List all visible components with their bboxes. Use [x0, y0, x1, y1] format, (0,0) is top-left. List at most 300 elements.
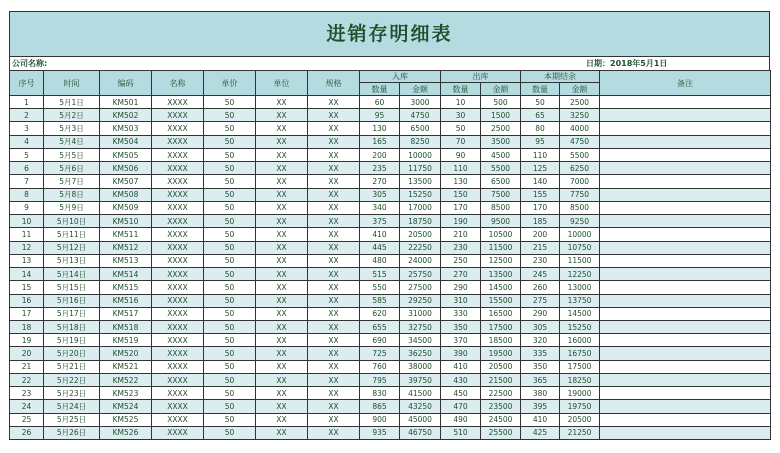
cell-seq[interactable]: 13	[10, 254, 44, 267]
cell-name[interactable]: XXXX	[152, 175, 204, 188]
cell-name[interactable]: XXXX	[152, 241, 204, 254]
cell-out-qty[interactable]: 430	[441, 373, 481, 386]
cell-price[interactable]: 50	[204, 294, 256, 307]
cell-out-amount[interactable]: 500	[481, 96, 521, 109]
cell-balance-amount[interactable]: 15250	[560, 320, 600, 333]
cell-price[interactable]: 50	[204, 281, 256, 294]
cell-balance-amount[interactable]: 12250	[560, 268, 600, 281]
cell-unit[interactable]: XX	[256, 188, 308, 201]
cell-code[interactable]: KM518	[100, 320, 152, 333]
cell-balance-qty[interactable]: 125	[521, 162, 560, 175]
cell-out-qty[interactable]: 370	[441, 334, 481, 347]
cell-seq[interactable]: 12	[10, 241, 44, 254]
cell-spec[interactable]: XX	[308, 122, 360, 135]
cell-out-qty[interactable]: 130	[441, 175, 481, 188]
cell-code[interactable]: KM512	[100, 241, 152, 254]
cell-in-amount[interactable]: 27500	[400, 281, 441, 294]
cell-out-qty[interactable]: 230	[441, 241, 481, 254]
cell-name[interactable]: XXXX	[152, 135, 204, 148]
cell-out-qty[interactable]: 390	[441, 347, 481, 360]
cell-date[interactable]: 5月26日	[44, 426, 100, 439]
cell-name[interactable]: XXXX	[152, 294, 204, 307]
cell-in-qty[interactable]: 725	[360, 347, 400, 360]
cell-date[interactable]: 5月16日	[44, 294, 100, 307]
cell-price[interactable]: 50	[204, 241, 256, 254]
cell-out-amount[interactable]: 6500	[481, 175, 521, 188]
cell-balance-amount[interactable]: 20500	[560, 413, 600, 426]
cell-spec[interactable]: XX	[308, 320, 360, 333]
cell-code[interactable]: KM508	[100, 188, 152, 201]
cell-out-qty[interactable]: 410	[441, 360, 481, 373]
cell-name[interactable]: XXXX	[152, 122, 204, 135]
cell-seq[interactable]: 9	[10, 201, 44, 214]
cell-out-amount[interactable]: 22500	[481, 387, 521, 400]
cell-seq[interactable]: 26	[10, 426, 44, 439]
cell-name[interactable]: XXXX	[152, 387, 204, 400]
cell-out-qty[interactable]: 490	[441, 413, 481, 426]
cell-code[interactable]: KM521	[100, 360, 152, 373]
cell-date[interactable]: 5月25日	[44, 413, 100, 426]
cell-price[interactable]: 50	[204, 387, 256, 400]
cell-unit[interactable]: XX	[256, 162, 308, 175]
cell-in-qty[interactable]: 410	[360, 228, 400, 241]
cell-in-amount[interactable]: 45000	[400, 413, 441, 426]
cell-balance-amount[interactable]: 11500	[560, 254, 600, 267]
cell-date[interactable]: 5月9日	[44, 201, 100, 214]
cell-code[interactable]: KM504	[100, 135, 152, 148]
cell-spec[interactable]: XX	[308, 188, 360, 201]
cell-date[interactable]: 5月21日	[44, 360, 100, 373]
cell-balance-qty[interactable]: 65	[521, 109, 560, 122]
cell-unit[interactable]: XX	[256, 294, 308, 307]
cell-spec[interactable]: XX	[308, 148, 360, 161]
cell-seq[interactable]: 6	[10, 162, 44, 175]
cell-code[interactable]: KM517	[100, 307, 152, 320]
cell-out-qty[interactable]: 510	[441, 426, 481, 439]
cell-balance-amount[interactable]: 21250	[560, 426, 600, 439]
cell-remark[interactable]	[600, 228, 771, 241]
cell-date[interactable]: 5月20日	[44, 347, 100, 360]
cell-price[interactable]: 50	[204, 122, 256, 135]
cell-out-amount[interactable]: 1500	[481, 109, 521, 122]
cell-out-amount[interactable]: 21500	[481, 373, 521, 386]
cell-seq[interactable]: 15	[10, 281, 44, 294]
cell-seq[interactable]: 24	[10, 400, 44, 413]
cell-out-qty[interactable]: 170	[441, 201, 481, 214]
cell-price[interactable]: 50	[204, 426, 256, 439]
cell-date[interactable]: 5月6日	[44, 162, 100, 175]
cell-seq[interactable]: 2	[10, 109, 44, 122]
cell-seq[interactable]: 10	[10, 215, 44, 228]
cell-out-qty[interactable]: 310	[441, 294, 481, 307]
cell-unit[interactable]: XX	[256, 148, 308, 161]
cell-out-amount[interactable]: 3500	[481, 135, 521, 148]
cell-out-amount[interactable]: 5500	[481, 162, 521, 175]
cell-balance-amount[interactable]: 4750	[560, 135, 600, 148]
cell-out-qty[interactable]: 250	[441, 254, 481, 267]
cell-in-qty[interactable]: 550	[360, 281, 400, 294]
cell-in-qty[interactable]: 935	[360, 426, 400, 439]
cell-remark[interactable]	[600, 175, 771, 188]
cell-unit[interactable]: XX	[256, 413, 308, 426]
cell-balance-qty[interactable]: 305	[521, 320, 560, 333]
cell-spec[interactable]: XX	[308, 215, 360, 228]
cell-balance-qty[interactable]: 95	[521, 135, 560, 148]
cell-remark[interactable]	[600, 294, 771, 307]
cell-balance-amount[interactable]: 10000	[560, 228, 600, 241]
cell-remark[interactable]	[600, 201, 771, 214]
cell-in-amount[interactable]: 36250	[400, 347, 441, 360]
cell-in-amount[interactable]: 8250	[400, 135, 441, 148]
cell-out-amount[interactable]: 15500	[481, 294, 521, 307]
cell-date[interactable]: 5月1日	[44, 96, 100, 109]
cell-in-qty[interactable]: 760	[360, 360, 400, 373]
cell-date[interactable]: 5月8日	[44, 188, 100, 201]
cell-unit[interactable]: XX	[256, 268, 308, 281]
cell-balance-qty[interactable]: 275	[521, 294, 560, 307]
cell-out-amount[interactable]: 23500	[481, 400, 521, 413]
cell-code[interactable]: KM523	[100, 387, 152, 400]
cell-unit[interactable]: XX	[256, 201, 308, 214]
cell-in-amount[interactable]: 11750	[400, 162, 441, 175]
cell-price[interactable]: 50	[204, 228, 256, 241]
cell-code[interactable]: KM511	[100, 228, 152, 241]
cell-balance-qty[interactable]: 200	[521, 228, 560, 241]
cell-balance-amount[interactable]: 7750	[560, 188, 600, 201]
cell-name[interactable]: XXXX	[152, 307, 204, 320]
cell-name[interactable]: XXXX	[152, 400, 204, 413]
cell-remark[interactable]	[600, 215, 771, 228]
cell-price[interactable]: 50	[204, 400, 256, 413]
cell-balance-qty[interactable]: 245	[521, 268, 560, 281]
cell-name[interactable]: XXXX	[152, 215, 204, 228]
cell-in-qty[interactable]: 585	[360, 294, 400, 307]
cell-in-qty[interactable]: 620	[360, 307, 400, 320]
cell-code[interactable]: KM503	[100, 122, 152, 135]
cell-remark[interactable]	[600, 347, 771, 360]
cell-code[interactable]: KM505	[100, 148, 152, 161]
cell-balance-amount[interactable]: 5500	[560, 148, 600, 161]
cell-date[interactable]: 5月22日	[44, 373, 100, 386]
cell-balance-amount[interactable]: 4000	[560, 122, 600, 135]
cell-balance-amount[interactable]: 18250	[560, 373, 600, 386]
cell-price[interactable]: 50	[204, 109, 256, 122]
cell-price[interactable]: 50	[204, 347, 256, 360]
cell-code[interactable]: KM525	[100, 413, 152, 426]
cell-in-amount[interactable]: 6500	[400, 122, 441, 135]
cell-name[interactable]: XXXX	[152, 347, 204, 360]
cell-date[interactable]: 5月2日	[44, 109, 100, 122]
cell-code[interactable]: KM513	[100, 254, 152, 267]
cell-seq[interactable]: 4	[10, 135, 44, 148]
cell-unit[interactable]: XX	[256, 109, 308, 122]
cell-remark[interactable]	[600, 400, 771, 413]
cell-remark[interactable]	[600, 387, 771, 400]
cell-date[interactable]: 5月17日	[44, 307, 100, 320]
cell-in-amount[interactable]: 20500	[400, 228, 441, 241]
cell-balance-amount[interactable]: 14500	[560, 307, 600, 320]
cell-balance-amount[interactable]: 3250	[560, 109, 600, 122]
cell-spec[interactable]: XX	[308, 387, 360, 400]
cell-in-amount[interactable]: 15250	[400, 188, 441, 201]
cell-unit[interactable]: XX	[256, 307, 308, 320]
cell-remark[interactable]	[600, 413, 771, 426]
cell-in-amount[interactable]: 29250	[400, 294, 441, 307]
cell-name[interactable]: XXXX	[152, 201, 204, 214]
cell-seq[interactable]: 16	[10, 294, 44, 307]
cell-remark[interactable]	[600, 241, 771, 254]
cell-balance-amount[interactable]: 8500	[560, 201, 600, 214]
cell-seq[interactable]: 23	[10, 387, 44, 400]
cell-remark[interactable]	[600, 334, 771, 347]
cell-spec[interactable]: XX	[308, 162, 360, 175]
cell-spec[interactable]: XX	[308, 175, 360, 188]
cell-code[interactable]: KM514	[100, 268, 152, 281]
cell-name[interactable]: XXXX	[152, 228, 204, 241]
cell-unit[interactable]: XX	[256, 175, 308, 188]
cell-remark[interactable]	[600, 96, 771, 109]
cell-out-amount[interactable]: 25500	[481, 426, 521, 439]
cell-balance-amount[interactable]: 13000	[560, 281, 600, 294]
cell-date[interactable]: 5月4日	[44, 135, 100, 148]
cell-out-amount[interactable]: 7500	[481, 188, 521, 201]
cell-code[interactable]: KM510	[100, 215, 152, 228]
cell-balance-qty[interactable]: 335	[521, 347, 560, 360]
cell-name[interactable]: XXXX	[152, 268, 204, 281]
cell-name[interactable]: XXXX	[152, 320, 204, 333]
cell-remark[interactable]	[600, 135, 771, 148]
cell-out-qty[interactable]: 350	[441, 320, 481, 333]
cell-spec[interactable]: XX	[308, 426, 360, 439]
cell-remark[interactable]	[600, 320, 771, 333]
cell-spec[interactable]: XX	[308, 268, 360, 281]
cell-name[interactable]: XXXX	[152, 96, 204, 109]
cell-balance-qty[interactable]: 290	[521, 307, 560, 320]
cell-balance-qty[interactable]: 395	[521, 400, 560, 413]
cell-balance-qty[interactable]: 350	[521, 360, 560, 373]
cell-unit[interactable]: XX	[256, 320, 308, 333]
cell-out-qty[interactable]: 450	[441, 387, 481, 400]
cell-spec[interactable]: XX	[308, 307, 360, 320]
cell-unit[interactable]: XX	[256, 400, 308, 413]
cell-spec[interactable]: XX	[308, 413, 360, 426]
cell-name[interactable]: XXXX	[152, 254, 204, 267]
cell-balance-amount[interactable]: 17500	[560, 360, 600, 373]
cell-remark[interactable]	[600, 254, 771, 267]
cell-out-amount[interactable]: 8500	[481, 201, 521, 214]
cell-code[interactable]: KM515	[100, 281, 152, 294]
cell-in-qty[interactable]: 515	[360, 268, 400, 281]
cell-in-qty[interactable]: 200	[360, 148, 400, 161]
cell-out-amount[interactable]: 9500	[481, 215, 521, 228]
cell-unit[interactable]: XX	[256, 254, 308, 267]
cell-balance-qty[interactable]: 365	[521, 373, 560, 386]
cell-in-qty[interactable]: 480	[360, 254, 400, 267]
cell-remark[interactable]	[600, 268, 771, 281]
cell-date[interactable]: 5月3日	[44, 122, 100, 135]
cell-in-qty[interactable]: 340	[360, 201, 400, 214]
cell-in-qty[interactable]: 690	[360, 334, 400, 347]
cell-out-amount[interactable]: 19500	[481, 347, 521, 360]
cell-remark[interactable]	[600, 122, 771, 135]
cell-unit[interactable]: XX	[256, 228, 308, 241]
cell-date[interactable]: 5月7日	[44, 175, 100, 188]
cell-balance-qty[interactable]: 380	[521, 387, 560, 400]
cell-code[interactable]: KM502	[100, 109, 152, 122]
cell-name[interactable]: XXXX	[152, 413, 204, 426]
cell-seq[interactable]: 17	[10, 307, 44, 320]
cell-spec[interactable]: XX	[308, 400, 360, 413]
cell-in-amount[interactable]: 38000	[400, 360, 441, 373]
cell-balance-qty[interactable]: 185	[521, 215, 560, 228]
cell-seq[interactable]: 3	[10, 122, 44, 135]
cell-in-amount[interactable]: 41500	[400, 387, 441, 400]
cell-price[interactable]: 50	[204, 96, 256, 109]
cell-in-qty[interactable]: 830	[360, 387, 400, 400]
cell-spec[interactable]: XX	[308, 347, 360, 360]
cell-balance-qty[interactable]: 155	[521, 188, 560, 201]
cell-in-amount[interactable]: 4750	[400, 109, 441, 122]
cell-out-qty[interactable]: 210	[441, 228, 481, 241]
cell-in-amount[interactable]: 43250	[400, 400, 441, 413]
cell-name[interactable]: XXXX	[152, 188, 204, 201]
cell-balance-amount[interactable]: 10750	[560, 241, 600, 254]
cell-in-amount[interactable]: 22250	[400, 241, 441, 254]
cell-out-amount[interactable]: 14500	[481, 281, 521, 294]
cell-unit[interactable]: XX	[256, 347, 308, 360]
cell-out-amount[interactable]: 10500	[481, 228, 521, 241]
cell-out-amount[interactable]: 11500	[481, 241, 521, 254]
cell-balance-qty[interactable]: 320	[521, 334, 560, 347]
cell-balance-qty[interactable]: 215	[521, 241, 560, 254]
cell-in-qty[interactable]: 270	[360, 175, 400, 188]
cell-balance-amount[interactable]: 16000	[560, 334, 600, 347]
cell-in-amount[interactable]: 25750	[400, 268, 441, 281]
cell-balance-amount[interactable]: 19000	[560, 387, 600, 400]
cell-out-qty[interactable]: 290	[441, 281, 481, 294]
cell-out-qty[interactable]: 330	[441, 307, 481, 320]
cell-date[interactable]: 5月24日	[44, 400, 100, 413]
cell-code[interactable]: KM507	[100, 175, 152, 188]
cell-price[interactable]: 50	[204, 215, 256, 228]
cell-balance-amount[interactable]: 13750	[560, 294, 600, 307]
cell-in-amount[interactable]: 3000	[400, 96, 441, 109]
cell-price[interactable]: 50	[204, 307, 256, 320]
cell-out-amount[interactable]: 13500	[481, 268, 521, 281]
cell-spec[interactable]: XX	[308, 135, 360, 148]
cell-spec[interactable]: XX	[308, 334, 360, 347]
cell-out-qty[interactable]: 110	[441, 162, 481, 175]
cell-price[interactable]: 50	[204, 268, 256, 281]
cell-in-amount[interactable]: 13500	[400, 175, 441, 188]
cell-code[interactable]: KM516	[100, 294, 152, 307]
cell-balance-qty[interactable]: 230	[521, 254, 560, 267]
cell-price[interactable]: 50	[204, 360, 256, 373]
cell-in-amount[interactable]: 10000	[400, 148, 441, 161]
cell-price[interactable]: 50	[204, 334, 256, 347]
cell-price[interactable]: 50	[204, 188, 256, 201]
cell-seq[interactable]: 21	[10, 360, 44, 373]
cell-seq[interactable]: 7	[10, 175, 44, 188]
cell-name[interactable]: XXXX	[152, 109, 204, 122]
cell-code[interactable]: KM522	[100, 373, 152, 386]
cell-code[interactable]: KM519	[100, 334, 152, 347]
cell-out-amount[interactable]: 24500	[481, 413, 521, 426]
cell-date[interactable]: 5月13日	[44, 254, 100, 267]
cell-unit[interactable]: XX	[256, 387, 308, 400]
cell-in-amount[interactable]: 31000	[400, 307, 441, 320]
cell-unit[interactable]: XX	[256, 360, 308, 373]
cell-date[interactable]: 5月18日	[44, 320, 100, 333]
cell-remark[interactable]	[600, 373, 771, 386]
cell-remark[interactable]	[600, 360, 771, 373]
cell-date[interactable]: 5月11日	[44, 228, 100, 241]
cell-date[interactable]: 5月10日	[44, 215, 100, 228]
cell-code[interactable]: KM524	[100, 400, 152, 413]
cell-in-qty[interactable]: 60	[360, 96, 400, 109]
cell-unit[interactable]: XX	[256, 96, 308, 109]
cell-out-qty[interactable]: 190	[441, 215, 481, 228]
cell-out-qty[interactable]: 30	[441, 109, 481, 122]
cell-price[interactable]: 50	[204, 162, 256, 175]
cell-out-qty[interactable]: 50	[441, 122, 481, 135]
cell-in-qty[interactable]: 235	[360, 162, 400, 175]
cell-unit[interactable]: XX	[256, 334, 308, 347]
cell-in-qty[interactable]: 655	[360, 320, 400, 333]
cell-balance-qty[interactable]: 80	[521, 122, 560, 135]
cell-spec[interactable]: XX	[308, 241, 360, 254]
cell-out-amount[interactable]: 12500	[481, 254, 521, 267]
cell-remark[interactable]	[600, 148, 771, 161]
cell-in-qty[interactable]: 165	[360, 135, 400, 148]
cell-unit[interactable]: XX	[256, 135, 308, 148]
cell-in-qty[interactable]: 445	[360, 241, 400, 254]
cell-in-qty[interactable]: 95	[360, 109, 400, 122]
cell-spec[interactable]: XX	[308, 373, 360, 386]
cell-price[interactable]: 50	[204, 320, 256, 333]
cell-name[interactable]: XXXX	[152, 162, 204, 175]
cell-seq[interactable]: 19	[10, 334, 44, 347]
cell-price[interactable]: 50	[204, 175, 256, 188]
cell-code[interactable]: KM526	[100, 426, 152, 439]
cell-name[interactable]: XXXX	[152, 281, 204, 294]
cell-in-amount[interactable]: 24000	[400, 254, 441, 267]
cell-date[interactable]: 5月23日	[44, 387, 100, 400]
cell-out-qty[interactable]: 270	[441, 268, 481, 281]
cell-price[interactable]: 50	[204, 373, 256, 386]
cell-seq[interactable]: 8	[10, 188, 44, 201]
cell-in-amount[interactable]: 32750	[400, 320, 441, 333]
cell-remark[interactable]	[600, 426, 771, 439]
cell-spec[interactable]: XX	[308, 228, 360, 241]
cell-price[interactable]: 50	[204, 254, 256, 267]
cell-spec[interactable]: XX	[308, 281, 360, 294]
cell-out-amount[interactable]: 4500	[481, 148, 521, 161]
cell-balance-amount[interactable]: 16750	[560, 347, 600, 360]
cell-balance-amount[interactable]: 7000	[560, 175, 600, 188]
cell-name[interactable]: XXXX	[152, 334, 204, 347]
cell-unit[interactable]: XX	[256, 373, 308, 386]
cell-in-qty[interactable]: 130	[360, 122, 400, 135]
cell-in-amount[interactable]: 34500	[400, 334, 441, 347]
cell-code[interactable]: KM509	[100, 201, 152, 214]
cell-spec[interactable]: XX	[308, 294, 360, 307]
cell-out-qty[interactable]: 470	[441, 400, 481, 413]
cell-date[interactable]: 5月14日	[44, 268, 100, 281]
cell-seq[interactable]: 11	[10, 228, 44, 241]
cell-out-qty[interactable]: 10	[441, 96, 481, 109]
cell-unit[interactable]: XX	[256, 122, 308, 135]
